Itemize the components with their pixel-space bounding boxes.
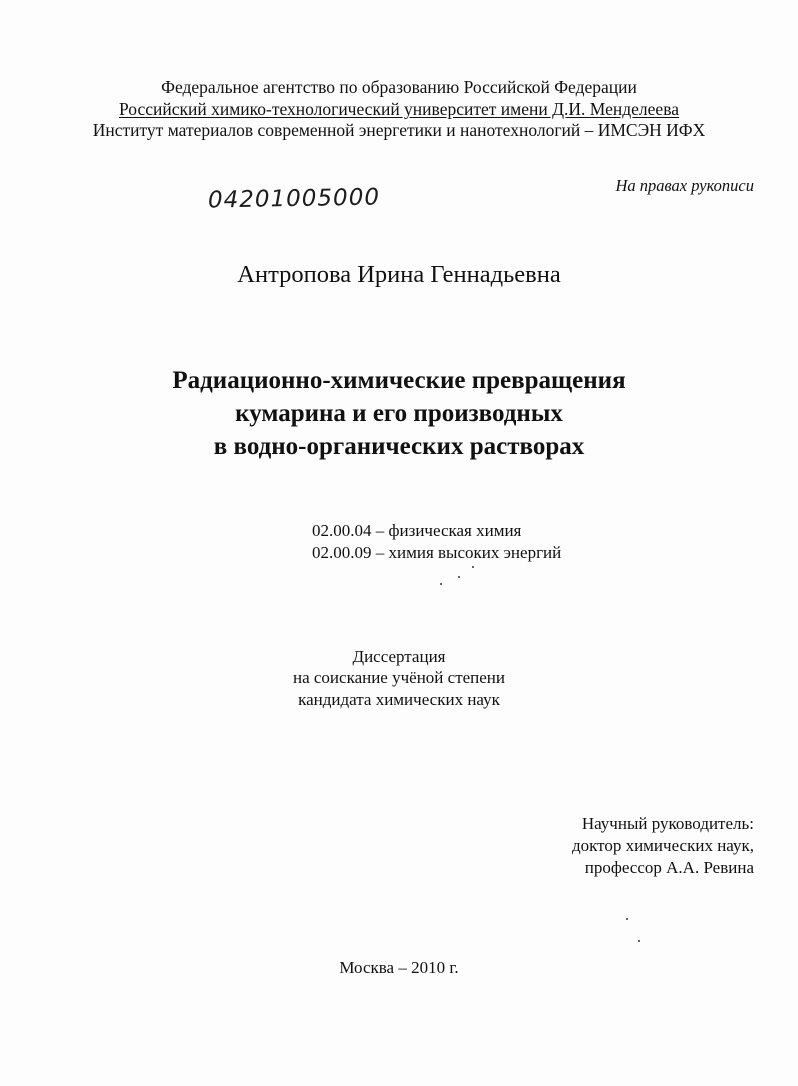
city-year: Москва – 2010 г. xyxy=(339,958,459,977)
institute-name: Институт материалов современной энергетики и нанотехнологий – ИМСЭН ИФХ xyxy=(92,120,706,140)
title-line-2: кумарина и его производных xyxy=(235,400,563,427)
handwritten-registration-number: 04201005000 xyxy=(207,184,381,214)
dissertation-field-line: кандидата химических наук xyxy=(298,690,500,709)
advisor-degree: доктор химических наук, xyxy=(571,836,754,855)
title-line-3: в водно-органических растворах xyxy=(213,433,585,460)
specialty-2: 02.00.09 – химия высоких энергий xyxy=(312,543,562,562)
advisor-name: профессор А.А. Ревина xyxy=(584,858,754,877)
dissertation-degree-line: на соискание учёной степени xyxy=(292,668,506,687)
scan-speck xyxy=(458,576,460,578)
scan-speck xyxy=(472,566,474,568)
title-line-1: Радиационно-химические превращения xyxy=(172,367,626,394)
manuscript-rights-note: На правах рукописи xyxy=(615,176,754,195)
university-name: Российский химико-технологический университет имени Д.И. Менделеева xyxy=(118,99,680,119)
author-name: Антропова Ирина Геннадьевна xyxy=(237,261,561,288)
scan-speck xyxy=(638,940,640,942)
advisor-heading: Научный руководитель: xyxy=(581,814,754,833)
agency-name: Федеральное агентство по образованию Российской Федерации xyxy=(161,77,637,97)
specialty-1: 02.00.04 – физическая химия xyxy=(312,521,522,540)
scan-speck xyxy=(626,918,628,920)
scan-speck xyxy=(440,583,442,585)
dissertation-label: Диссертация xyxy=(352,647,446,666)
